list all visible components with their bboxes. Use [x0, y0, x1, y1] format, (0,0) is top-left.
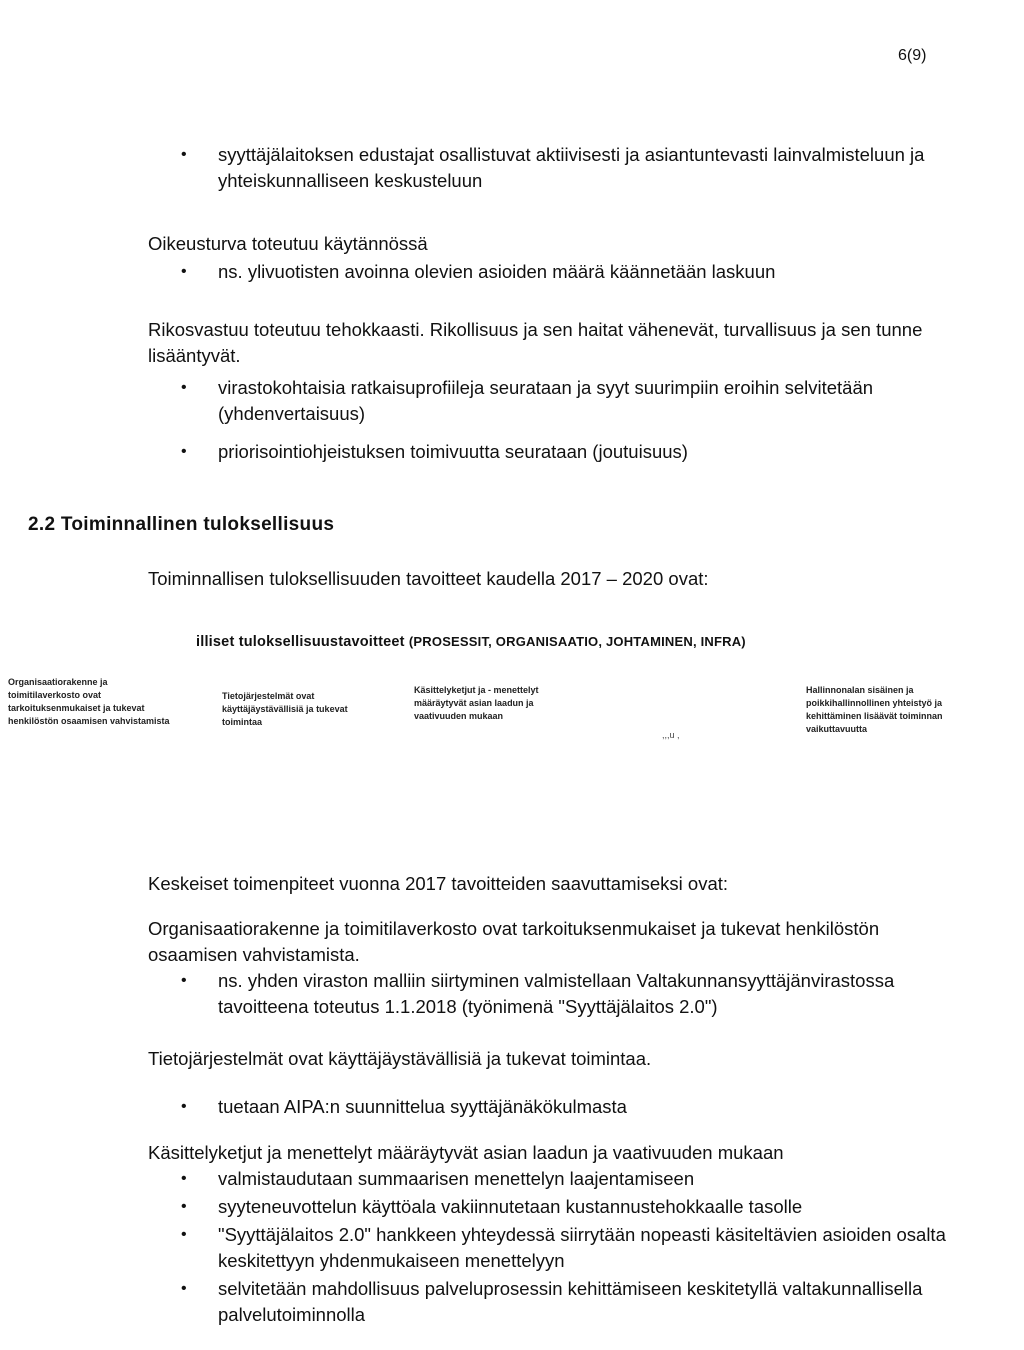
list-item: • "Syyttäjälaitos 2.0" hankkeen yhteydessä siirrytään nopeasti käsiteltävien asioiden osalta keskitettyyn yhdenmukaiseen menettelyyn: [148, 1222, 968, 1274]
bullet-list-participation: [148, 142, 968, 206]
diagram-title: [196, 634, 746, 650]
diagram-cell-processing-chains: Käsittelyketjut ja - menettelyt määräytyvät asian laadun ja vaativuuden mukaan: [414, 685, 539, 721]
list-item: • ns. ylivuotisten avoinna olevien asioiden määrä käännetään laskuun: [148, 259, 968, 285]
list-item: • syyttäjälaitoksen edustajat osallistuvat aktiivisesti ja asiantuntevasti lainvalmisteluun ja yhteiskunnalliseen keskusteluun: [148, 142, 968, 194]
list-item: • valmistaudutaan summaarisen menettelyn laajentamiseen: [148, 1166, 968, 1192]
list-item: • priorisointiohjeistuksen toimivuutta seurataan (joutuisuus): [148, 439, 968, 465]
bullet-list-organisation: [148, 968, 968, 1032]
list-item: • virastokohtaisia ratkaisuprofiileja seurataan ja syyt suurimpiin eroihin selvitetään (yhdenvertaisuus): [148, 375, 968, 427]
paragraph-information-systems: Tietojärjestelmät ovat käyttäjäystävällisiä ja tukevat toimintaa.: [148, 1048, 652, 1069]
paragraph-processing-chains: Käsittelyketjut ja menettelyt määräytyvät asian laadun ja vaativuuden mukaan: [148, 1142, 784, 1163]
diagram-scan-artifact: ,,,u ,: [662, 730, 680, 740]
diagram-title-main: illiset tuloksellisuustavoitteet: [196, 634, 405, 650]
diagram-cell-organisation: Organisaatiorakenne ja toimitilaverkosto ovat tarkoituksenmukaiset ja tukevat henkilöstön osaamisen vahvistamista: [8, 677, 170, 726]
paragraph-key-actions: Keskeiset toimenpiteet vuonna 2017 tavoitteiden saavuttamiseksi ovat:: [148, 873, 729, 894]
diagram-title-caps: (PROSESSIT, ORGANISAATIO, JOHTAMINEN, INFRA): [408, 634, 746, 649]
bullet-list-oikeusturva: [148, 259, 968, 297]
list-item: • tuetaan AIPA:n suunnittelua syyttäjänäkökulmasta: [148, 1094, 968, 1120]
intro-paragraph: Toiminnallisen tuloksellisuuden tavoitteet kaudella 2017 – 2020 ovat:: [148, 568, 709, 589]
paragraph-rikosvastuu: Rikosvastuu toteutuu tehokkaasti. Rikollisuus ja sen haitat vähenevät, turvallisuus ja sen tunne lisääntyvät.: [148, 319, 923, 366]
diagram-cell-cooperation: Hallinnonalan sisäinen ja poikkihallinnollinen yhteistyö ja kehittäminen lisäävät toiminnan vaikuttavuutta: [806, 685, 943, 734]
bullet-list-information-systems: [148, 1094, 968, 1132]
bullet-list-rikosvastuu: [148, 375, 968, 477]
diagram-cell-information-systems: Tietojärjestelmät ovat käyttäjäystävällisiä ja tukevat toimintaa: [222, 691, 348, 727]
paragraph-organisation: Organisaatiorakenne ja toimitilaverkosto ovat tarkoituksenmukaiset ja tukevat henkilöstön osaamisen vahvistamista.: [148, 918, 880, 965]
bullet-list-processing-chains: [148, 1166, 968, 1330]
page-number: 6(9): [898, 47, 927, 64]
list-item: • ns. yhden viraston malliin siirtyminen valmistellaan Valtakunnansyyttäjänvirastossa tavoitteena toteutus 1.1.2018 (työnimenä "Syyttäjälaitos 2.0"): [148, 968, 968, 1020]
list-item: • selvitetään mahdollisuus palveluprosessin kehittämiseen keskitetyllä valtakunnallisella palvelutoiminnolla: [148, 1276, 968, 1328]
list-item: • syyteneuvottelun käyttöala vakiinnutetaan kustannustehokkaalle tasolle: [148, 1194, 968, 1220]
section-heading: 2.2 Toiminnallinen tuloksellisuus: [28, 514, 335, 535]
paragraph-oikeusturva: Oikeusturva toteutuu käytännössä: [148, 233, 428, 254]
